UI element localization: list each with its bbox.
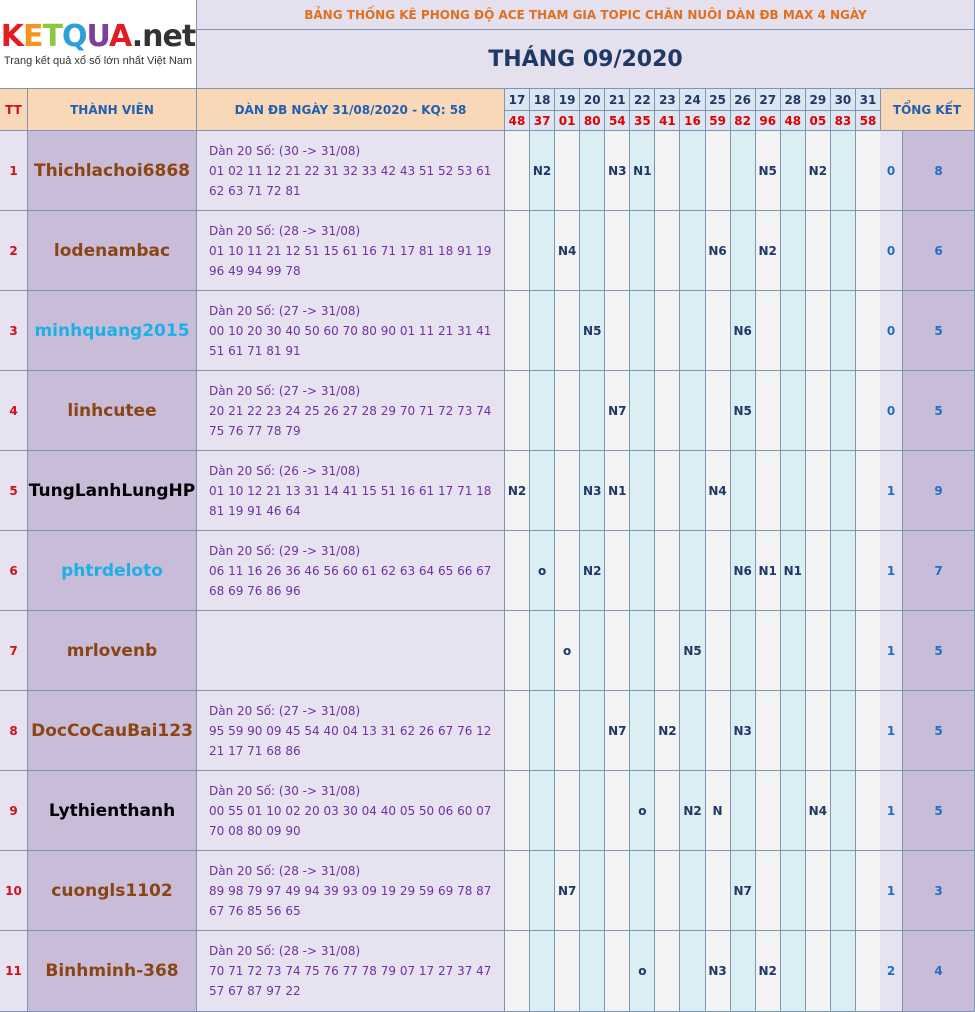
row-number: 7 bbox=[0, 611, 28, 691]
logo-letter: Q bbox=[62, 19, 87, 54]
dan-numbers-cell bbox=[197, 371, 505, 451]
header-summary: TỔNG KẾT bbox=[880, 89, 975, 131]
day-cell bbox=[806, 371, 831, 451]
win-count: 1 bbox=[880, 611, 903, 691]
day-cell bbox=[756, 691, 781, 771]
total-count: 5 bbox=[903, 611, 975, 691]
day-cell bbox=[505, 931, 530, 1012]
day-cell bbox=[781, 371, 806, 451]
row-number: 5 bbox=[0, 451, 28, 531]
day-cell bbox=[856, 211, 881, 291]
dan-block bbox=[209, 941, 499, 1001]
day-cell bbox=[731, 771, 756, 851]
dan-title: Dàn 20 Số: (28 -> 31/08) bbox=[209, 223, 361, 238]
win-count: 0 bbox=[880, 211, 903, 291]
day-cell bbox=[781, 851, 806, 931]
dan-title: Dàn 20 Số: (26 -> 31/08) bbox=[209, 463, 361, 478]
member-name: Binhminh-368 bbox=[28, 931, 197, 1012]
day-cell bbox=[680, 691, 705, 771]
member-name: Thichlachoi6868 bbox=[28, 131, 197, 211]
day-cell bbox=[655, 291, 680, 371]
day-cell bbox=[655, 611, 680, 691]
day-cell bbox=[831, 691, 856, 771]
day-cell bbox=[505, 371, 530, 451]
dan-numbers: 01 10 11 21 12 51 15 61 16 71 17 81 18 91 19 96 49 94 99 78 bbox=[209, 243, 492, 278]
day-cell bbox=[680, 531, 705, 611]
logo-letter: A bbox=[108, 19, 132, 54]
total-count: 5 bbox=[903, 691, 975, 771]
day-cell bbox=[505, 771, 530, 851]
member-name: TungLanhLungHP bbox=[28, 451, 197, 531]
day-cell bbox=[856, 451, 881, 531]
dan-block bbox=[209, 541, 499, 601]
day-cell bbox=[806, 931, 831, 1012]
day-cell bbox=[756, 611, 781, 691]
member-name: phtrdeloto bbox=[28, 531, 197, 611]
day-cell: N7 bbox=[731, 851, 756, 931]
dan-title: Dàn 20 Số: (29 -> 31/08) bbox=[209, 543, 361, 558]
dan-numbers-cell bbox=[197, 851, 505, 931]
day-cell bbox=[605, 851, 630, 931]
day-cell bbox=[831, 451, 856, 531]
day-cell bbox=[756, 451, 781, 531]
day-cell bbox=[605, 771, 630, 851]
day-cell bbox=[781, 291, 806, 371]
day-cell bbox=[505, 131, 530, 211]
logo-wordmark bbox=[1, 21, 195, 53]
day-header: 18 bbox=[530, 89, 555, 111]
day-cell bbox=[605, 611, 630, 691]
day-cell bbox=[555, 531, 580, 611]
dan-title: Dàn 20 Số: (27 -> 31/08) bbox=[209, 703, 361, 718]
day-cell: o bbox=[555, 611, 580, 691]
dan-title: Dàn 20 Số: (30 -> 31/08) bbox=[209, 783, 361, 798]
row-number: 3 bbox=[0, 291, 28, 371]
day-cell bbox=[555, 291, 580, 371]
day-cell bbox=[530, 771, 555, 851]
day-cell bbox=[630, 291, 655, 371]
day-cell bbox=[505, 531, 530, 611]
day-cell bbox=[630, 691, 655, 771]
day-cell bbox=[856, 371, 881, 451]
day-cell: N6 bbox=[731, 531, 756, 611]
day-cell bbox=[731, 611, 756, 691]
day-cell: N7 bbox=[555, 851, 580, 931]
day-cell: N4 bbox=[706, 451, 731, 531]
day-cell bbox=[706, 291, 731, 371]
day-cell bbox=[856, 291, 881, 371]
day-cell bbox=[831, 531, 856, 611]
day-cell: N6 bbox=[731, 291, 756, 371]
day-cell bbox=[756, 851, 781, 931]
win-count: 1 bbox=[880, 451, 903, 531]
day-result: 05 bbox=[806, 111, 831, 131]
day-cell bbox=[655, 451, 680, 531]
day-cell bbox=[605, 931, 630, 1012]
total-count: 9 bbox=[903, 451, 975, 531]
dan-block bbox=[209, 781, 499, 841]
day-header: 21 bbox=[605, 89, 630, 111]
day-cell: N6 bbox=[706, 211, 731, 291]
day-cell bbox=[680, 371, 705, 451]
total-count: 3 bbox=[903, 851, 975, 931]
day-result: 35 bbox=[630, 111, 655, 131]
day-cell bbox=[555, 771, 580, 851]
day-cell bbox=[505, 291, 530, 371]
day-header: 30 bbox=[831, 89, 856, 111]
day-cell: N2 bbox=[505, 451, 530, 531]
dan-numbers-cell bbox=[197, 611, 505, 691]
day-cell bbox=[655, 131, 680, 211]
dan-numbers: 95 59 90 09 45 54 40 04 13 31 62 26 67 76 12 21 17 71 68 86 bbox=[209, 723, 492, 758]
day-cell: N5 bbox=[731, 371, 756, 451]
day-cell bbox=[706, 131, 731, 211]
total-count: 7 bbox=[903, 531, 975, 611]
day-result: 16 bbox=[680, 111, 705, 131]
dan-title: Dàn 20 Số: (28 -> 31/08) bbox=[209, 944, 361, 958]
day-result: 80 bbox=[580, 111, 605, 131]
dan-block bbox=[209, 461, 499, 521]
day-cell bbox=[680, 931, 705, 1012]
header-member: THÀNH VIÊN bbox=[28, 89, 197, 131]
dan-numbers-cell bbox=[197, 131, 505, 211]
day-cell: N3 bbox=[605, 131, 630, 211]
day-cell bbox=[806, 291, 831, 371]
day-header: 31 bbox=[856, 89, 881, 111]
dan-numbers-cell bbox=[197, 531, 505, 611]
day-cell: N4 bbox=[806, 771, 831, 851]
day-result: 96 bbox=[756, 111, 781, 131]
win-count: 1 bbox=[880, 771, 903, 851]
day-cell: N5 bbox=[680, 611, 705, 691]
dan-numbers: 06 11 16 26 36 46 56 60 61 62 63 64 65 66 67 68 69 76 86 96 bbox=[209, 563, 492, 598]
row-number: 10 bbox=[0, 851, 28, 931]
day-cell bbox=[580, 211, 605, 291]
day-cell bbox=[831, 851, 856, 931]
day-cell bbox=[530, 291, 555, 371]
day-result: 83 bbox=[831, 111, 856, 131]
day-cell bbox=[831, 131, 856, 211]
day-cell bbox=[781, 771, 806, 851]
day-header: 23 bbox=[655, 89, 680, 111]
day-cell bbox=[555, 691, 580, 771]
day-cell: N2 bbox=[756, 931, 781, 1012]
day-cell bbox=[806, 691, 831, 771]
logo-letter: T bbox=[42, 19, 63, 54]
dan-numbers-cell bbox=[197, 691, 505, 771]
day-cell: N2 bbox=[756, 211, 781, 291]
dan-numbers: 00 10 20 30 40 50 60 70 80 90 01 11 21 31 41 51 61 71 81 91 bbox=[209, 323, 492, 358]
total-count: 4 bbox=[903, 931, 975, 1012]
day-cell bbox=[630, 531, 655, 611]
day-cell bbox=[630, 371, 655, 451]
day-cell bbox=[806, 611, 831, 691]
win-count: 0 bbox=[880, 131, 903, 211]
total-count: 8 bbox=[903, 131, 975, 211]
day-cell bbox=[555, 371, 580, 451]
win-count: 1 bbox=[880, 851, 903, 931]
day-cell bbox=[831, 291, 856, 371]
dan-numbers: 20 21 22 23 24 25 26 27 28 29 70 71 72 73 74 75 76 77 78 79 bbox=[209, 403, 492, 438]
logo-letter: U bbox=[86, 19, 109, 54]
day-cell bbox=[706, 611, 731, 691]
day-cell bbox=[605, 291, 630, 371]
dan-numbers-cell bbox=[197, 291, 505, 371]
day-cell bbox=[530, 451, 555, 531]
day-cell bbox=[505, 611, 530, 691]
logo-suffix: .net bbox=[131, 19, 196, 54]
day-cell: o bbox=[630, 771, 655, 851]
day-cell bbox=[580, 691, 605, 771]
day-cell bbox=[530, 611, 555, 691]
day-cell: o bbox=[530, 531, 555, 611]
day-result: 01 bbox=[555, 111, 580, 131]
day-cell bbox=[530, 371, 555, 451]
day-cell: N3 bbox=[706, 931, 731, 1012]
day-cell bbox=[856, 771, 881, 851]
day-result: 48 bbox=[505, 111, 530, 131]
day-cell bbox=[856, 131, 881, 211]
ketqua-logo bbox=[0, 0, 197, 89]
day-cell bbox=[831, 211, 856, 291]
member-name: cuongls1102 bbox=[28, 851, 197, 931]
total-count: 5 bbox=[903, 291, 975, 371]
day-header: 24 bbox=[680, 89, 705, 111]
day-cell bbox=[555, 451, 580, 531]
day-cell bbox=[530, 691, 555, 771]
day-cell bbox=[731, 131, 756, 211]
day-cell bbox=[580, 771, 605, 851]
dan-title: Dàn 20 Số: (30 -> 31/08) bbox=[209, 143, 361, 158]
row-number: 6 bbox=[0, 531, 28, 611]
row-number: 2 bbox=[0, 211, 28, 291]
day-cell: N1 bbox=[781, 531, 806, 611]
day-cell bbox=[856, 611, 881, 691]
day-header: 19 bbox=[555, 89, 580, 111]
day-cell bbox=[655, 931, 680, 1012]
day-cell bbox=[781, 931, 806, 1012]
day-cell bbox=[781, 131, 806, 211]
day-header: 20 bbox=[580, 89, 605, 111]
day-cell bbox=[680, 851, 705, 931]
day-cell bbox=[706, 371, 731, 451]
day-cell bbox=[530, 211, 555, 291]
dan-title: Dàn 20 Số: (27 -> 31/08) bbox=[209, 303, 361, 318]
day-cell bbox=[781, 611, 806, 691]
day-cell bbox=[505, 691, 530, 771]
day-cell bbox=[706, 851, 731, 931]
day-cell bbox=[655, 211, 680, 291]
day-cell: N bbox=[706, 771, 731, 851]
member-name: Lythienthanh bbox=[28, 771, 197, 851]
day-cell: N3 bbox=[731, 691, 756, 771]
day-cell: N4 bbox=[555, 211, 580, 291]
day-cell: N2 bbox=[806, 131, 831, 211]
day-cell bbox=[856, 931, 881, 1012]
header-dan: DÀN ĐB NGÀY 31/08/2020 - KQ: 58 bbox=[197, 89, 505, 131]
day-header: 29 bbox=[806, 89, 831, 111]
dan-block bbox=[209, 141, 499, 201]
day-cell bbox=[756, 371, 781, 451]
day-cell bbox=[505, 211, 530, 291]
day-cell bbox=[731, 451, 756, 531]
day-header: 28 bbox=[781, 89, 806, 111]
day-cell: N2 bbox=[680, 771, 705, 851]
day-header: 22 bbox=[630, 89, 655, 111]
day-cell: N2 bbox=[580, 531, 605, 611]
member-name: lodenambac bbox=[28, 211, 197, 291]
dan-block bbox=[209, 221, 499, 281]
win-count: 0 bbox=[880, 291, 903, 371]
day-cell bbox=[655, 771, 680, 851]
day-cell: N2 bbox=[655, 691, 680, 771]
day-result: 59 bbox=[706, 111, 731, 131]
row-number: 4 bbox=[0, 371, 28, 451]
day-cell bbox=[630, 451, 655, 531]
logo-letter: E bbox=[23, 19, 43, 54]
day-cell bbox=[555, 131, 580, 211]
day-result: 58 bbox=[856, 111, 881, 131]
win-count: 2 bbox=[880, 931, 903, 1012]
member-name: DocCoCauBai123 bbox=[28, 691, 197, 771]
total-count: 6 bbox=[903, 211, 975, 291]
day-cell bbox=[856, 531, 881, 611]
logo-tagline: Trang kết quả xổ số lớn nhất Việt Nam bbox=[3, 55, 193, 67]
day-cell: N5 bbox=[756, 131, 781, 211]
day-cell bbox=[605, 211, 630, 291]
win-count: 1 bbox=[880, 531, 903, 611]
day-cell: N1 bbox=[630, 131, 655, 211]
day-cell bbox=[806, 851, 831, 931]
day-cell bbox=[680, 451, 705, 531]
day-cell bbox=[505, 851, 530, 931]
day-cell bbox=[756, 291, 781, 371]
dan-numbers: 01 10 12 21 13 31 14 41 15 51 16 61 17 71 18 81 19 91 46 64 bbox=[209, 483, 492, 518]
day-cell bbox=[605, 531, 630, 611]
day-cell bbox=[781, 211, 806, 291]
day-cell bbox=[655, 851, 680, 931]
month-title: THÁNG 09/2020 bbox=[197, 30, 975, 89]
logo-letter: K bbox=[0, 19, 24, 54]
day-cell bbox=[580, 931, 605, 1012]
dan-numbers-cell bbox=[197, 931, 505, 1012]
day-cell bbox=[806, 531, 831, 611]
day-result: 82 bbox=[731, 111, 756, 131]
row-number: 11 bbox=[0, 931, 28, 1012]
day-cell: N3 bbox=[580, 451, 605, 531]
header-tt: TT bbox=[0, 89, 28, 131]
day-cell bbox=[831, 611, 856, 691]
day-cell: N2 bbox=[530, 131, 555, 211]
day-cell bbox=[781, 691, 806, 771]
day-cell bbox=[706, 691, 731, 771]
dan-numbers: 89 98 79 97 49 94 39 93 09 19 29 59 69 78 87 67 76 85 56 65 bbox=[209, 883, 492, 918]
day-cell bbox=[580, 851, 605, 931]
day-cell bbox=[580, 371, 605, 451]
member-name: mrlovenb bbox=[28, 611, 197, 691]
win-count: 1 bbox=[880, 691, 903, 771]
day-cell bbox=[731, 931, 756, 1012]
dan-block bbox=[209, 701, 499, 761]
day-cell: N5 bbox=[580, 291, 605, 371]
day-result: 37 bbox=[530, 111, 555, 131]
row-number: 9 bbox=[0, 771, 28, 851]
dan-block bbox=[209, 861, 499, 921]
dan-numbers-cell bbox=[197, 451, 505, 531]
dan-block bbox=[209, 381, 499, 441]
dan-numbers: 70 71 72 73 74 75 76 77 78 79 07 17 27 37 47 57 67 87 97 22 bbox=[209, 964, 492, 998]
day-header: 17 bbox=[505, 89, 530, 111]
day-cell bbox=[580, 131, 605, 211]
day-cell: N7 bbox=[605, 371, 630, 451]
day-cell bbox=[680, 291, 705, 371]
day-cell bbox=[630, 611, 655, 691]
day-cell bbox=[655, 371, 680, 451]
dan-numbers-cell bbox=[197, 211, 505, 291]
row-number: 8 bbox=[0, 691, 28, 771]
day-cell bbox=[856, 691, 881, 771]
member-name: minhquang2015 bbox=[28, 291, 197, 371]
day-cell: N1 bbox=[605, 451, 630, 531]
dan-numbers-cell bbox=[197, 771, 505, 851]
day-cell: o bbox=[630, 931, 655, 1012]
day-cell bbox=[555, 931, 580, 1012]
day-cell bbox=[680, 211, 705, 291]
day-result: 41 bbox=[655, 111, 680, 131]
day-cell bbox=[630, 211, 655, 291]
day-cell: N7 bbox=[605, 691, 630, 771]
day-result: 48 bbox=[781, 111, 806, 131]
dan-block bbox=[209, 301, 499, 361]
day-cell bbox=[831, 771, 856, 851]
day-cell bbox=[530, 851, 555, 931]
day-cell bbox=[756, 771, 781, 851]
day-cell bbox=[706, 531, 731, 611]
day-cell bbox=[630, 851, 655, 931]
row-number: 1 bbox=[0, 131, 28, 211]
dan-title: Dàn 20 Số: (27 -> 31/08) bbox=[209, 383, 361, 398]
total-count: 5 bbox=[903, 771, 975, 851]
day-cell bbox=[781, 451, 806, 531]
day-cell bbox=[806, 211, 831, 291]
day-cell bbox=[580, 611, 605, 691]
dan-numbers: 00 55 01 10 02 20 03 30 04 40 05 50 06 60 07 70 08 80 09 90 bbox=[209, 803, 492, 838]
day-cell bbox=[530, 931, 555, 1012]
day-cell bbox=[731, 211, 756, 291]
banner-title: BẢNG THỐNG KÊ PHONG ĐỘ ACE THAM GIA TOPIC CHĂN NUÔI DÀN ĐB MAX 4 NGÀY bbox=[197, 0, 975, 30]
total-count: 5 bbox=[903, 371, 975, 451]
day-cell bbox=[831, 931, 856, 1012]
win-count: 0 bbox=[880, 371, 903, 451]
day-cell bbox=[856, 851, 881, 931]
day-header: 26 bbox=[731, 89, 756, 111]
day-cell bbox=[806, 451, 831, 531]
day-header: 25 bbox=[706, 89, 731, 111]
day-cell: N1 bbox=[756, 531, 781, 611]
day-cell bbox=[655, 531, 680, 611]
day-cell bbox=[831, 371, 856, 451]
day-header: 27 bbox=[756, 89, 781, 111]
day-result: 54 bbox=[605, 111, 630, 131]
member-name: linhcutee bbox=[28, 371, 197, 451]
dan-title: Dàn 20 Số: (28 -> 31/08) bbox=[209, 863, 361, 878]
dan-numbers: 01 02 11 12 21 22 31 32 33 42 43 51 52 53 61 62 63 71 72 81 bbox=[209, 163, 492, 198]
day-cell bbox=[680, 131, 705, 211]
